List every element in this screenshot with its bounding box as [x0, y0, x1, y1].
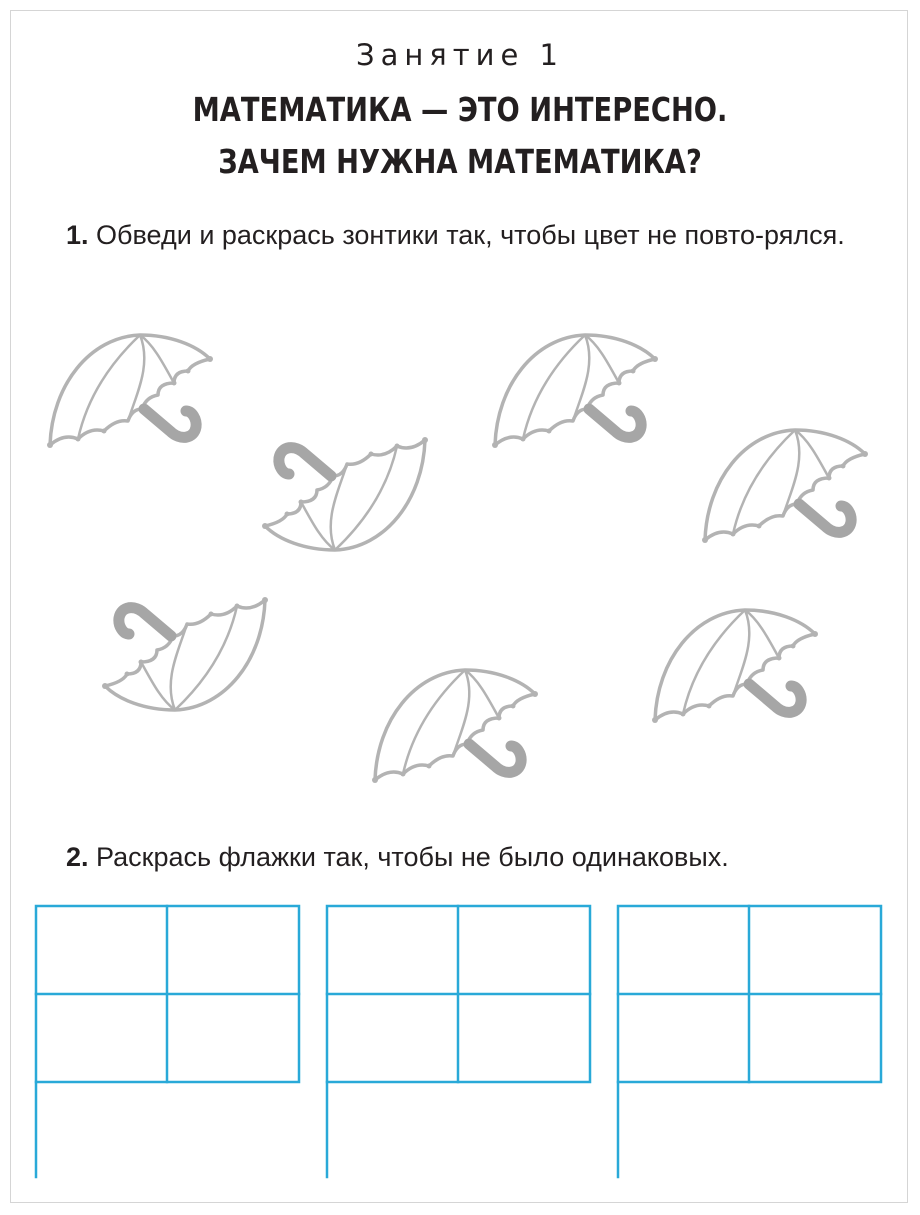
task-2-number: 2.	[66, 842, 89, 872]
task-1-text: Обведи и раскрась зонтики так, чтобы цвет не повто-рялся.	[96, 220, 845, 250]
task-1-number: 1.	[66, 220, 89, 250]
title-line-2: ЗАЧЕМ НУЖНА МАТЕМАТИКА?	[218, 142, 702, 181]
umbrella-icon	[702, 430, 868, 543]
flag-icon	[327, 906, 590, 1177]
title-line-1: МАТЕМАТИКА — ЭТО ИНТЕРЕСНО.	[192, 90, 728, 129]
umbrella-icon	[262, 437, 428, 550]
umbrella-icon	[492, 335, 658, 448]
task-2-text: Раскрась флажки так, чтобы не было одинаковых.	[96, 842, 729, 872]
umbrella-icon	[372, 670, 538, 783]
umbrella-icon	[652, 610, 818, 723]
flag-icon	[36, 906, 299, 1177]
umbrella-icon	[47, 335, 213, 448]
lesson-label: Занятие 1	[355, 38, 565, 72]
umbrella-icon	[102, 597, 268, 710]
flag-icon	[618, 906, 881, 1177]
